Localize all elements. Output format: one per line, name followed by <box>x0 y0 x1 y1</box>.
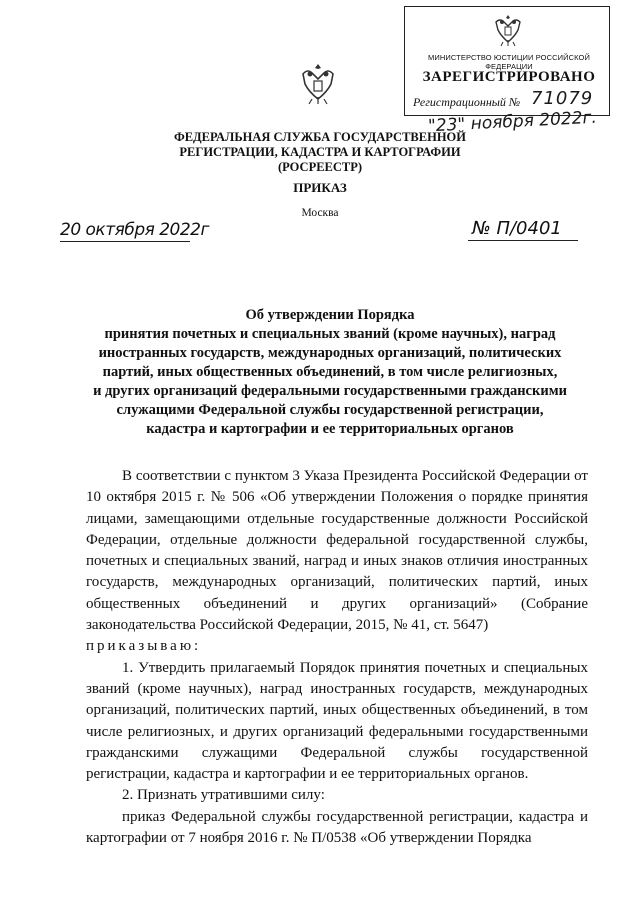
title-line: иностранных государств, международных организаций, политических <box>98 345 562 361</box>
title-line: партий, иных общественных объединений, в том числе религиозных, <box>102 364 558 380</box>
stamp-reg-date: "23" ноября 2022г. <box>427 107 598 137</box>
title-line: и других организаций федеральными государственными гражданскими <box>93 383 567 399</box>
paragraph-order <box>86 636 588 657</box>
coat-of-arms-icon <box>299 62 337 106</box>
agency-line: (РОСРЕЕСТР) <box>277 160 363 174</box>
preamble-text: В соответствии с пунктом 3 Указа Президента Российской Федерации от 10 октября 2015 г. № 506 «Об утверждении Положения о порядке принятия лицами, замещающими отдельные государственные должности Российской Федерации, отдельные должности федеральной государственной службы, почетных и специальных званий, наград и иных знаков отличия иностранных государств, международных организаций, политических партий, иных общественных объединений и других организаций» (Собрание законодательства Российской Федерации, 2015, № 41, ст. 5647) <box>86 468 588 634</box>
agency-line: РЕГИСТРАЦИИ, КАДАСТРА И КАРТОГРАФИИ <box>179 145 461 159</box>
agency-name <box>150 130 490 175</box>
registration-stamp <box>404 6 610 116</box>
paragraph-item-2-text: приказ Федеральной службы государственной регистрации, кадастра и картографии от 7 ноября 2016 г. № П/0538 «Об утверждении Порядка <box>86 808 588 847</box>
order-title: ПРИКАЗ <box>293 180 347 195</box>
russian-coat-of-arms-icon <box>493 12 523 48</box>
order-word: приказываю: <box>86 638 202 655</box>
order-number: № П/0401 <box>472 218 562 239</box>
paragraph-preamble <box>86 466 588 636</box>
agency-line: ФЕДЕРАЛЬНАЯ СЛУЖБА ГОСУДАРСТВЕННОЙ <box>173 130 466 144</box>
title-line: принятия почетных и специальных званий (кроме научных), наград <box>104 326 556 342</box>
stamp-registered: ЗАРЕГИСТРИРОВАНО <box>422 69 596 85</box>
title-line: кадастра и картографии и ее территориальных органов <box>146 421 514 437</box>
title-line: Об утверждении Порядка <box>245 307 415 323</box>
paragraph-item-2: 2. Признать утратившими силу: <box>122 787 325 804</box>
body-text <box>86 466 588 849</box>
title-line: служащими Федеральной службы государственной регистрации, <box>116 402 544 418</box>
date-underline <box>60 241 190 242</box>
order-city: Москва <box>301 207 339 219</box>
document-title <box>60 306 600 439</box>
order-date: 20 октября 2022г <box>60 220 209 240</box>
number-underline <box>468 240 578 241</box>
stamp-reg-label: Регистрационный № <box>413 95 521 109</box>
paragraph-item-1: 1. Утвердить прилагаемый Порядок принятия почетных и специальных званий (кроме научных), наград иностранных государств, международных организаций, политических партий, иных общественных объединений, в том числе религиозных, и других организаций федеральными государственными гражданскими служащими Федеральной службы государственной регистрации, кадастра и картографии и ее территориальных органов. <box>86 659 588 783</box>
stamp-reg-number: 71079 <box>531 88 594 109</box>
stamp-ministry: МИНИСТЕРСТВО ЮСТИЦИИ РОССИЙСКОЙ ФЕДЕРАЦИИ <box>428 53 590 71</box>
